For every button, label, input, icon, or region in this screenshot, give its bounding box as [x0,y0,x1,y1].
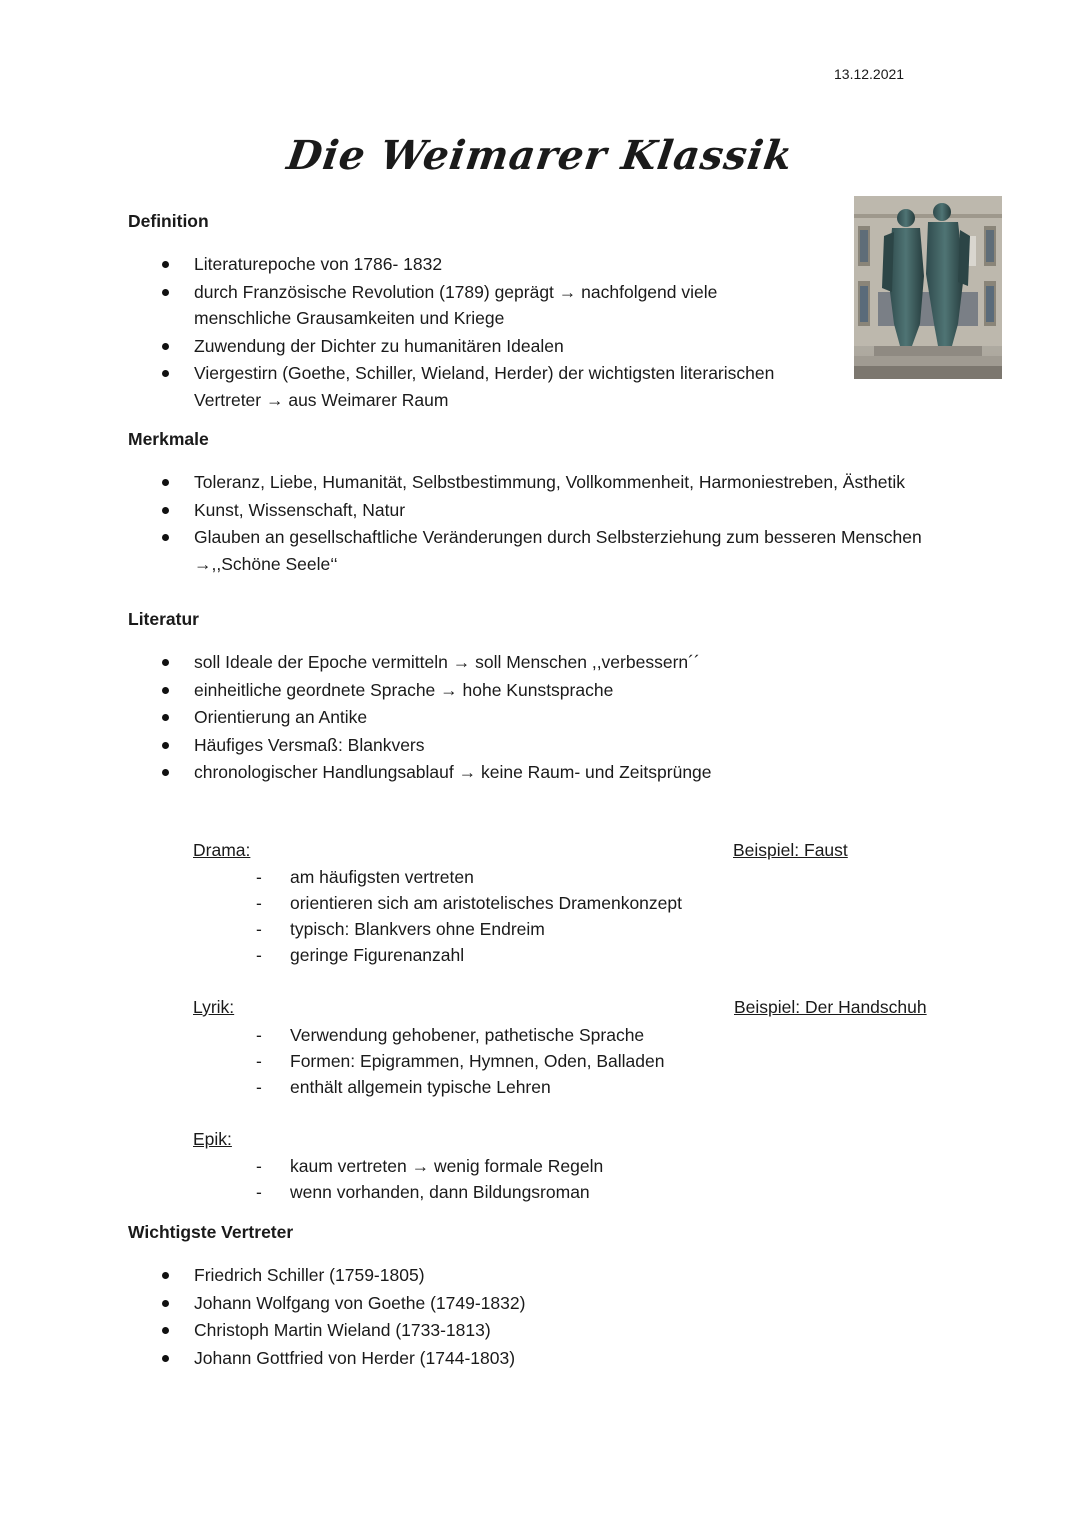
lyrik-example: Beispiel: Der Handschuh [734,997,927,1017]
list-item: chronologischer Handlungsablauf → keine Raum- und Zeitsprünge [160,759,980,786]
drama-list [256,864,816,968]
list-item: - Formen: Epigrammen, Hymnen, Oden, Balladen [256,1048,816,1074]
list-item: - Verwendung gehobener, pathetische Sprache [256,1022,816,1048]
lyrik-label: Lyrik: [193,997,235,1017]
list-item: Literaturepoche von 1786- 1832 [160,251,810,278]
epik-list [256,1153,816,1205]
list-item: - geringe Figurenanzahl [256,942,816,968]
list-item: Toleranz, Liebe, Humanität, Selbstbestimmung, Vollkommenheit, Harmoniestreben, Ästhetik [160,469,960,496]
section-heading-literatur: Literatur [128,609,199,629]
list-item: Johann Gottfried von Herder (1744-1803) [160,1345,980,1372]
list-item: einheitliche geordnete Sprache → hohe Kunstsprache [160,677,980,704]
document-title: Die Weimarer Klassik [284,132,796,179]
list-item: - typisch: Blankvers ohne Endreim [256,916,816,942]
literatur-list [160,649,980,787]
drama-example: Beispiel: Faust [733,840,848,860]
list-item: Johann Wolfgang von Goethe (1749-1832) [160,1290,980,1317]
section-heading-definition: Definition [128,211,209,231]
list-item: Viergestirn (Goethe, Schiller, Wieland, Herder) der wichtigsten literarischen Vertreter → aus Weimarer Raum [160,360,810,413]
list-item: - kaum vertreten → wenig formale Regeln [256,1153,816,1179]
section-heading-vertreter: Wichtigste Vertreter [128,1222,294,1242]
list-item: Zuwendung der Dichter zu humanitären Idealen [160,333,810,360]
section-heading-merkmale: Merkmale [128,429,209,449]
epik-label: Epik: [193,1129,232,1149]
merkmale-list [160,469,960,578]
list-item: Kunst, Wissenschaft, Natur [160,497,960,524]
goethe-schiller-monument-image [854,196,1002,379]
drama-label: Drama: [193,840,251,860]
definition-list [160,251,810,414]
list-item: Orientierung an Antike [160,704,980,731]
list-item: Häufiges Versmaß: Blankvers [160,732,980,759]
list-item: durch Französische Revolution (1789) geprägt → nachfolgend viele menschliche Grausamkeiten und Kriege [160,279,810,332]
list-item: Christoph Martin Wieland (1733-1813) [160,1317,980,1344]
document-date: 13.12.2021 [834,66,905,82]
list-item: Friedrich Schiller (1759-1805) [160,1262,980,1289]
list-item: - orientieren sich am aristotelisches Dramenkonzept [256,890,816,916]
list-item: - wenn vorhanden, dann Bildungsroman [256,1179,816,1205]
list-item: - am häufigsten vertreten [256,864,816,890]
list-item: soll Ideale der Epoche vermitteln → soll Menschen ,,verbessern´´ [160,649,980,676]
vertreter-list [160,1262,980,1372]
list-item: Glauben an gesellschaftliche Veränderungen durch Selbsterziehung zum besseren Menschen →,,Schöne Seele‘‘ [160,524,960,577]
list-item: - enthält allgemein typische Lehren [256,1074,816,1100]
lyrik-list [256,1022,816,1100]
